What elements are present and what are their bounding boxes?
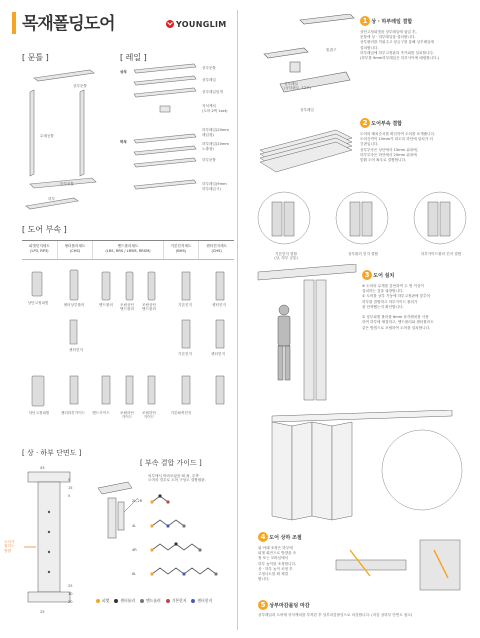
- guide-legend: [96, 598, 212, 604]
- rail-bottom-label-1: 하부레일(20mm: [202, 128, 229, 132]
- frame-bottom-label: 하부문틀: [60, 182, 74, 186]
- hw-cap-4: 조립상단 엔드롤러: [142, 303, 156, 312]
- step1-block: [360, 16, 472, 61]
- step1-number: 1: [360, 16, 370, 26]
- hw-cap-8: 하단고정피벗: [28, 411, 50, 415]
- title-accent-bar: [12, 12, 16, 34]
- hardware-table-header: [22, 240, 234, 260]
- rail-bottom-label-5: 하부문틀: [202, 158, 216, 162]
- hw-cap-2: 엔드롤러: [99, 303, 113, 307]
- guide-zigzag-diagrams: [146, 492, 234, 588]
- guide-label-2lr: 2L,2R: [132, 499, 143, 503]
- legend-dot-center-hinge: [191, 599, 195, 603]
- rail-top-label-2: 상부레일: [202, 78, 216, 82]
- frame-illustration: [20, 66, 112, 212]
- dim-25b: 25: [40, 610, 45, 614]
- step2-label-basic-hinge: 기본힌지 결합 (상, 하부 공통): [274, 252, 298, 261]
- hw-cap-14: 기본힌지: [178, 352, 192, 356]
- hw-cap-9: 센터하부가이드: [60, 411, 86, 415]
- step1-label-rail-top: 상부레일 (상하판도, 12조): [284, 82, 312, 91]
- frame-side-label: 무매공틀: [40, 134, 54, 138]
- hw-cap-1: 센터상부롤러: [63, 303, 85, 307]
- hw-cap-7: 센터힌지: [69, 348, 83, 352]
- legend-end-roller: [140, 598, 161, 604]
- legend-center-hinge: [191, 598, 212, 604]
- step1-label-bracket: 힘겹구: [326, 48, 337, 52]
- step5-number: 5: [258, 600, 268, 610]
- hardware-header-basic-hinge: 기본힌지세트 (BHS): [164, 241, 200, 259]
- step2-number: 2: [360, 118, 370, 128]
- legend-dot-center-roller: [114, 599, 118, 603]
- hardware-header-center-hinge: 센터힌지세트 (CHS): [206, 244, 228, 253]
- hardware-header-pivot: 피벗힌지세트 (LP3, RP3): [22, 241, 58, 259]
- rail-bottom-title: 하부: [120, 140, 127, 144]
- frame-bottom2-label: 하부: [48, 197, 55, 201]
- hw-cap-10: 엔드가이드: [92, 411, 110, 415]
- step2-label-roller-hinge: 상부롤러 힌지 결합: [347, 252, 379, 256]
- step5-title: 상부마감몰딩 마감: [269, 603, 310, 609]
- step3-person-install: [252, 264, 362, 410]
- guide-label-4r: 4R: [132, 548, 137, 552]
- legend-center-hinge-label: 센터힌지: [197, 598, 213, 603]
- step4-block: [258, 532, 328, 582]
- step1-title: 상 · 하부레일 결합: [371, 19, 413, 25]
- rail-bottom-label-2: 매입형): [202, 133, 214, 137]
- guide-hinge-detail: [88, 478, 143, 558]
- guide-section-title: [ 부속 결합 가이드 ]: [140, 459, 202, 467]
- step2-title: 도어부속 결합: [371, 121, 403, 127]
- section-view-drawing: [24, 462, 84, 622]
- dim-43: 43: [40, 466, 45, 470]
- step2-door-stack: [256, 120, 356, 186]
- rail-bottom-label-7: 하부레일(9mm: [202, 182, 227, 186]
- legend-center-roller: [114, 598, 135, 604]
- step1-body: 상단고정피벗을 상부레일에 삽입 후, 문틀에 상 · 하부레일을 설치합니다. 상부롤러를 끼워주고 장금구를 통해 상부레일에 설치합니다. 하부레일에 하부고정판과 족카피를 설치합니다. (하부를 9mm하부레일은 하루사이에 매립합니다.): [360, 30, 440, 61]
- guide-description: 외부에서 바라보았을 때 좌, 우측 도어의 경우로 도어 구성도 결합원판.: [148, 474, 206, 483]
- step5-block: [258, 600, 472, 618]
- legend-pivot: [96, 598, 109, 604]
- step1-illustration: [250, 14, 360, 116]
- hw-cap-0: 상단고정피벗: [27, 301, 49, 305]
- hw-cap-15: 센터힌지: [211, 352, 225, 356]
- section-view-title: [ 상 · 하부 단면도 ]: [22, 449, 82, 457]
- fold-direction-label: 도어가 접히는 방향: [4, 540, 15, 553]
- hardware-section-title: [ 도어 부속 ]: [22, 225, 67, 234]
- frame-top-label: 상부문틀: [73, 84, 87, 88]
- hw-cap-3: 조립상단 엔드롤러: [120, 303, 134, 312]
- rail-top-label-1: 상부문틀: [202, 66, 216, 70]
- legend-dot-pivot: [96, 599, 100, 603]
- frame-section-title: [ 문틀 ]: [22, 53, 49, 62]
- brand-name: YOUNGLIM: [176, 20, 227, 29]
- rail-top-label-5: (도어 2짝 1set): [202, 109, 228, 113]
- rail-top-label-4: 자석케치: [202, 104, 216, 108]
- hw-cap-5: 기본힌지: [178, 303, 192, 307]
- step3-title: 도어 설치: [373, 273, 395, 279]
- hardware-header-end-roller: 엔드롤러세트 (LRS, RRS / LRSM, RRSM): [93, 241, 163, 259]
- legend-basic-hinge: [166, 598, 187, 604]
- step4-body: 위·아래 조정은 하부에 피벗 회전으로 방향을 조 정 또는 모바일에서 하부 높이를 조정합니다. 상 · 하부 높이 조정 후 고정너트를 꽉 체결 합니다.: [258, 546, 297, 582]
- dim-15: 15: [68, 486, 73, 490]
- rail-section-title: [ 레일 ]: [120, 53, 147, 62]
- rail-bottom-label-3: 하부레일(20mm: [202, 142, 229, 146]
- legend-basic-hinge-label: 기본힌지: [171, 598, 187, 603]
- step4-number: 4: [258, 532, 268, 542]
- brand-logo-icon: [166, 20, 174, 28]
- dim-5b: 5: [68, 494, 71, 498]
- rail-bottom-label-8: 하부매입시): [202, 187, 221, 191]
- rail-bottom-label-4: 노출형): [202, 147, 214, 151]
- step3-folding-doors: [252, 410, 472, 530]
- hw-cap-13: 기본좌측힌지: [170, 411, 192, 415]
- legend-pivot-label: 피벗: [102, 598, 110, 603]
- column-divider: [237, 10, 238, 630]
- page-title: 목재폴딩도어: [22, 14, 115, 34]
- hw-cap-11: 조립하단 가이드: [120, 411, 134, 420]
- rail-illustration: [130, 62, 200, 212]
- rail-top-label-3: 상부레일덮개: [202, 90, 223, 94]
- dim-20: 20: [68, 600, 73, 604]
- dim-25a: 25: [68, 584, 73, 588]
- step3-block: [362, 270, 472, 331]
- rail-top-title: 상부: [120, 70, 127, 74]
- step5-body: 상부레일과 도어에 자석케치를 부착한 후 상부마감몰딩으로 마감합니다. (마감 상하부 단면도 참고): [258, 613, 413, 617]
- hw-cap-6: 센터힌지: [212, 303, 226, 307]
- dim-10: 10: [68, 592, 73, 596]
- step2-hinge-details: [254, 188, 472, 250]
- step2-label-guide-hinge: 하부가이드롤러 힌지 결합: [420, 252, 462, 256]
- guide-label-4l: 4L: [132, 524, 137, 528]
- legend-center-roller-label: 센터롤러: [120, 598, 136, 603]
- legend-dot-basic-hinge: [166, 599, 170, 603]
- dim-5a: 5: [68, 478, 71, 482]
- guide-label-6l: 6L: [132, 572, 137, 576]
- step2-body: 도어의 배치순서를 확인하여 도어를 포개줍니다. 도어간격이 15mm가 되도록 하단에 설치가 더 긴편입니다. 상부부속은 상단에서 15mm 위치에, 하부부속은 하단에서 25mm 위치에 맞춰 도어 좌우로 결합합니다.: [360, 132, 436, 163]
- step3-number: 3: [362, 270, 372, 280]
- legend-dot-end-roller: [140, 599, 144, 603]
- hw-cap-12: 조립하단 가이드: [142, 411, 156, 420]
- step2-block: [360, 118, 472, 163]
- step1-label-rail: 상부레일: [300, 108, 314, 112]
- step4-title: 도어 상하 조절: [269, 535, 302, 541]
- hardware-header-center-roller: 센터롤러세트 (CHS): [58, 241, 94, 259]
- step4-adjust-detail: [330, 530, 472, 600]
- hardware-parts-illustration: [22, 264, 234, 434]
- legend-end-roller-label: 엔드롤러: [146, 598, 161, 603]
- step3-body: ※ 도어의 무게를 감안하여 두 명 이상이 설치하는 것을 권장합니다. ① 도어를 상부 기둥에 하부고정판에 맞추어 하부를 결합하고 하부가이드 롤러가 잘 안착했는지 확인합니다. ② 상부피벗 롤러를 6mm 육각렌치를 사용 하여 하부에 체결하고, 엔드롤러와 센터롤러도 같은 방법으로 조립하여 도어를 설치합니다.: [362, 284, 434, 330]
